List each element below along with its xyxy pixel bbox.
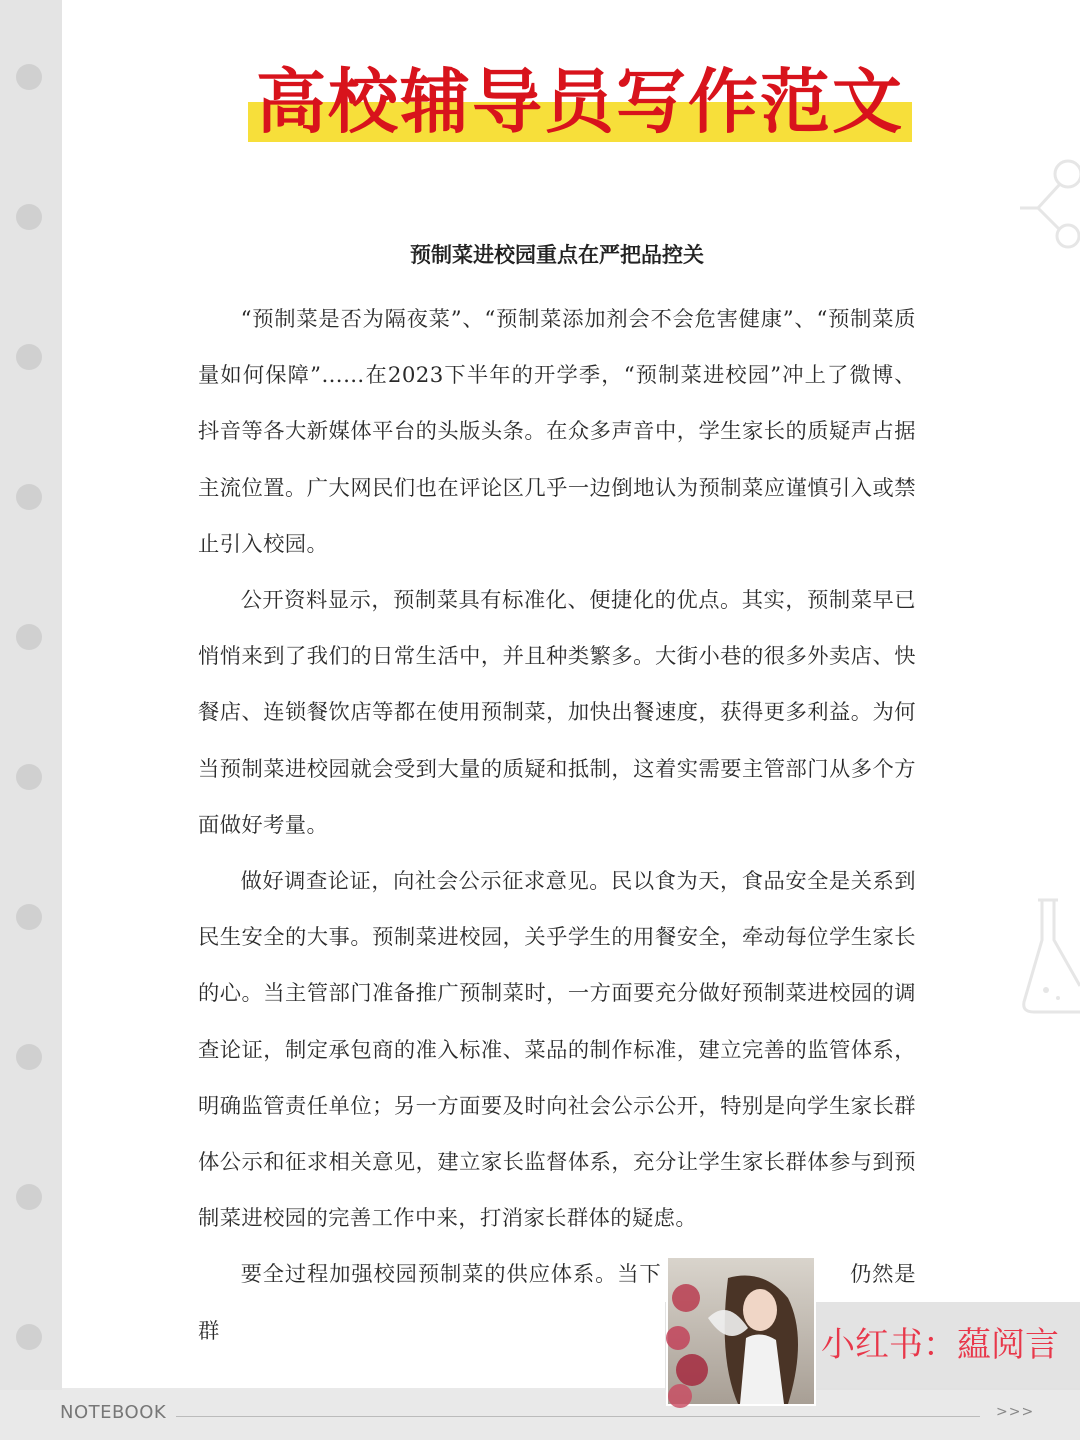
binder-hole — [16, 1324, 42, 1350]
paragraph-tail: 仍然是群 — [198, 1262, 916, 1344]
paragraph: “预制菜是否为隔夜菜”、“预制菜添加剂会不会危害健康”、“预制菜质量如何保障”……在2023下半年的开学季，“预制菜进校园”冲上了微博、抖音等各大新媒体平台的头版头条。在众多声音中，学生家长的质疑声占据主流位置。广大网民们也在评论区几乎一边倒地认为预制菜应谨慎引入或禁止引入校园。 — [198, 307, 916, 557]
title-block — [248, 62, 912, 142]
page-title: 高校辅导员写作范文 — [256, 61, 904, 143]
binder-hole — [16, 764, 42, 790]
binder-hole — [16, 64, 42, 90]
flask-icon — [1010, 890, 1080, 1020]
avatar-portrait-icon — [668, 1258, 814, 1404]
article-body — [198, 292, 916, 1344]
binder-hole — [16, 1044, 42, 1070]
binder-hole — [16, 624, 42, 650]
binder-hole — [16, 1184, 42, 1210]
avatar — [666, 1256, 816, 1406]
paragraph: 做好调查论证，向社会公示征求意见。民以食为天，食品安全是关系到民生安全的大事。预制菜进校园，关乎学生的用餐安全，牵动每位学生家长的心。当主管部门准备推广预制菜时，一方面要充分做好预制菜进校园的调查论证，制定承包商的准入标准、菜品的制作标准，建立完善的监管体系，明确监管责任单位；另一方面要及时向社会公示公开，特别是向学生家长群体公示和征求相关意见，建立家长监督体系，充分让学生家长群体参与到预制菜进校园的完善工作中来，打消家长群体的疑虑。 — [198, 869, 916, 1232]
binder-hole — [16, 904, 42, 930]
paragraph-start: 要全过程加强校园预制菜的供应体系。当下 — [240, 1262, 662, 1288]
binder-hole — [16, 204, 42, 230]
footer-label: NOTEBOOK — [60, 1402, 167, 1423]
footer-arrows: >>> — [996, 1404, 1035, 1420]
binder-strip — [0, 0, 62, 1390]
footer-divider — [176, 1416, 980, 1417]
binder-hole — [16, 344, 42, 370]
binder-hole — [16, 484, 42, 510]
watermark-text: 小红书：藴阅言 — [821, 1325, 1059, 1365]
molecule-icon — [1010, 150, 1080, 250]
article-title: 预制菜进校园重点在严把品控关 — [410, 243, 704, 267]
paragraph: 公开资料显示，预制菜具有标准化、便捷化的优点。其实，预制菜早已悄悄来到了我们的日常生活中，并且种类繁多。大街小巷的很多外卖店、快餐店、连锁餐饮店等都在使用预制菜，加快出餐速度，获得更多利益。为何当预制菜进校园就会受到大量的质疑和抵制，这着实需要主管部门从多个方面做好考量。 — [198, 588, 916, 838]
